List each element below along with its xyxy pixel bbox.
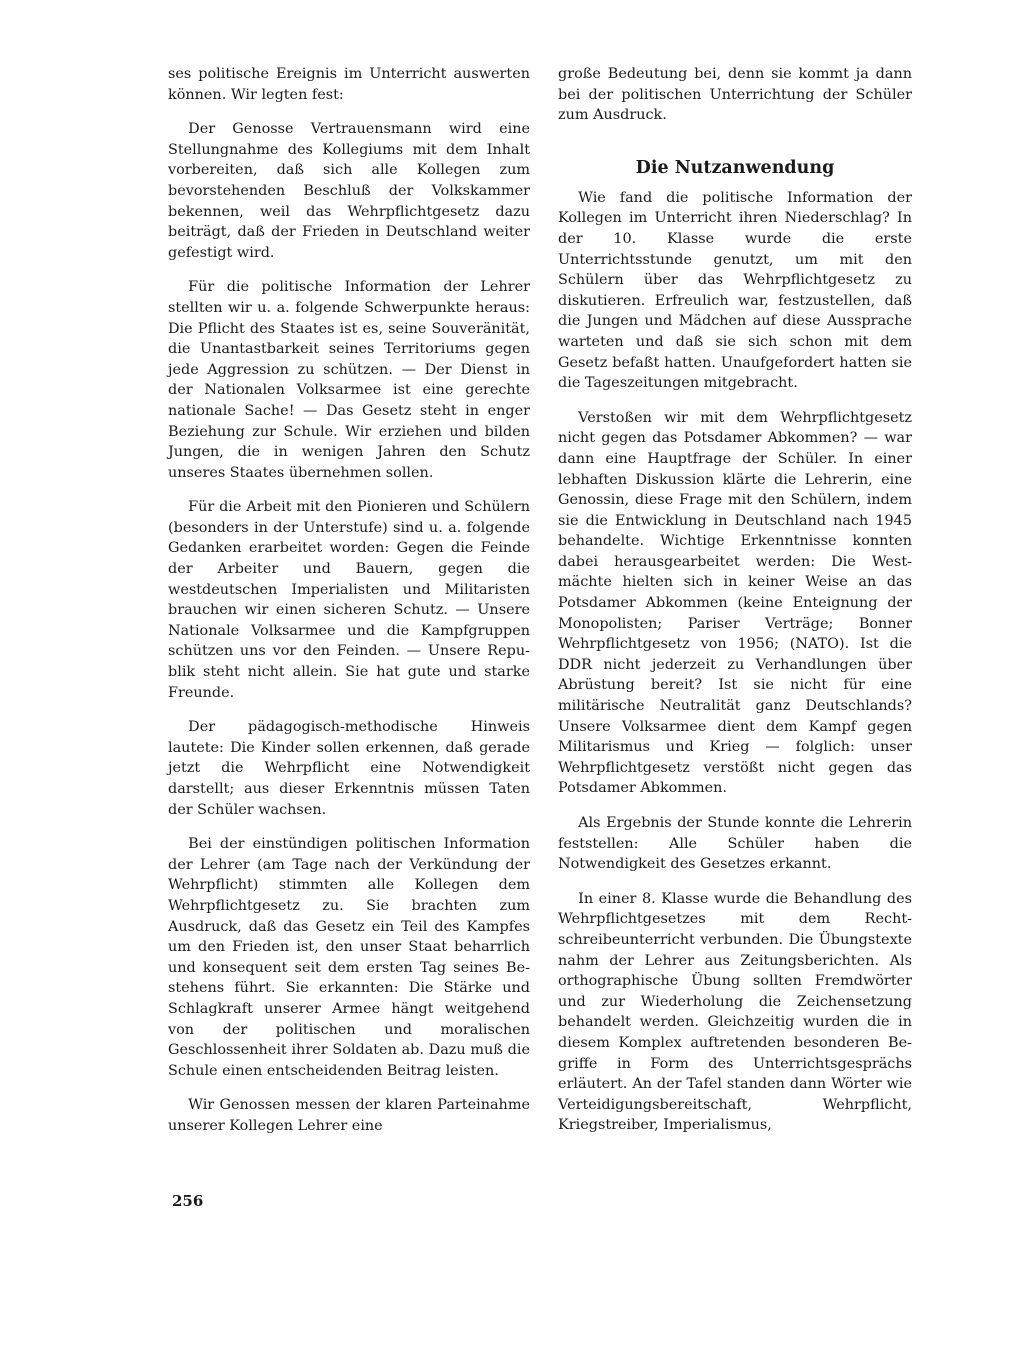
paragraph: Der Genosse Vertrauensmann wird eine Stellungnahme des Kollegiums mit dem Inhalt vorbereiten, daß sich alle Kollegen zum bevorstehenden Beschluß der Volkskammer bekennen, weil das Wehrpflichtgesetz dazu beiträgt, daß der Frieden in Deutschland weiter gefestigt wird. <box>168 121 530 261</box>
paragraph: Für die politische Information der Lehrer stellten wir u. a. folgende Schwerpunkte heraus: Die Pflicht des Staates ist es, seine Souveränität, die Unantastbarkeit seines Territoriums gegen jede Aggression zu schützen. — Der Dienst in der Nationalen Volksarmee ist eine gerechte nationale Sache! — Das Gesetz steht in enger Beziehung zur Schule. Wir erziehen und bilden Jungen, die in wenigen Jahren den Schutz unseres Staates übernehmen sollen. <box>168 279 530 481</box>
left-column <box>168 64 530 1151</box>
paragraph: Wir Genossen messen der klaren Parteinahme unserer Kollegen Lehrer eine <box>168 1097 530 1134</box>
paragraph: große Bedeutung bei, denn sie kommt ja dann bei der politischen Unterrichtung der Schüler zum Ausdruck. <box>558 66 912 124</box>
section-heading: Die Nutzanwendung <box>635 157 835 178</box>
paragraph: Als Ergebnis der Stunde konnte die Lehrerin feststellen: Alle Schüler haben die Notwendigkeit des Gesetzes erkannt. <box>558 815 912 873</box>
paragraph: Wie fand die politische Information der Kollegen im Unterricht ihren Niederschlag? In der 10. Klasse wurde die erste Unterrichtsstunde genutzt, um mit den Schülern über das Wehrpflichtgesetz zu diskutieren. Erfreulich war, festzustellen, daß die Jungen und Mädchen auf diese Aussprache warteten und daß sie sich schon mit dem Gesetz befaßt hatten. Unaufgefordert hatten sie die Tageszeitungen mitgebracht. <box>558 189 912 392</box>
paragraph: Bei der einstündigen politischen Information der Lehrer (am Tage nach der Verkündung der Wehrpflicht) stimmten alle Kollegen dem Wehrpflichtgesetz zu. Sie brachten zum Ausdruck, daß das Gesetz ein Teil des Kampfes um den Frieden ist, den unser Staat beharrlich und konsequent seit dem ersten Tag seines Bestehens führt. Sie erkannten: Die Stärke und Schlagkraft unserer Armee hängt weitgehend von der politischen und moralischen Geschlossenheit ihrer Soldaten ab. Dazu muß die Schule einen entscheidenden Beitrag leisten. <box>168 836 530 1079</box>
page-number: 256 <box>172 1192 204 1210</box>
paragraph: Der pädagogisch-methodische Hinweis lautete: Die Kinder sollen erkennen, daß gerade jetzt die Wehrpflicht eine Notwendigkeit darstellt; aus dieser Erkenntnis müssen Taten der Schüler wachsen. <box>168 719 530 818</box>
paragraph: In einer 8. Klasse wurde die Behandlung des Wehrpflichtgesetzes mit dem Rechtschreibeunterricht verbunden. Die Übungstexte nahm der Lehrer aus Zeitungsberichten. Als orthographische Übung sollten Fremdwörter und zur Wiederholung die Zeichensetzung behandelt werden. Gleichzeitig wurden die in diesem Komplex auftretenden besonderen Begriffe in Form des Unterrichtsgesprächs erläutert. An der Tafel standen dann Wörter wie Verteidigungsbereitschaft, Wehrpflicht, Kriegstreiber, Imperialismus, <box>558 890 912 1134</box>
right-column <box>558 64 912 1150</box>
paragraph: Verstoßen wir mit dem Wehrpflichtgesetz nicht gegen das Potsdamer Abkommen? — war dann eine Hauptfrage der Schüler. In einer lebhaften Diskussion klärte die Lehrerin, eine Genossin, diese Frage mit den Schülern, indem sie die Entwicklung in Deutschland nach 1945 behandelte. Wichtige Erkenntnisse konnten dabei herausgearbeitet werden: Die Westmächte hielten sich in keiner Weise an das Potsdamer Abkommen (keine Enteignung der Monopolisten; Pariser Verträge; Bonner Wehrpflichtgesetz von 1956; (NATO). Ist die DDR nicht jederzeit zu Verhandlungen über Abrüstung bereit? Ist sie nicht für eine militärische Neutralität ganz Deutschlands? Unsere Volksarmee dient dem Kampf gegen Militarismus und Krieg — folglich: unser Wehrpflichtgesetz verstößt nicht gegen das Potsdamer Abkommen. <box>558 409 912 797</box>
paragraph: Für die Arbeit mit den Pionieren und Schülern (besonders in der Unterstufe) sind u. a. folgende Gedanken erarbeitet worden: Gegen die Feinde der Arbeiter und Bauern, gegen die westdeutschen Imperialisten und Militaristen brauchen wir einen sicheren Schutz. — Unsere Nationale Volksarmee und die Kampfgruppen schützen uns vor den Feinden. — Unsere Republik steht nicht allein. Sie hat gute und starke Freunde. <box>168 499 530 701</box>
paragraph: ses politische Ereignis im Unterricht auswerten können. Wir legten fest: <box>168 66 530 103</box>
